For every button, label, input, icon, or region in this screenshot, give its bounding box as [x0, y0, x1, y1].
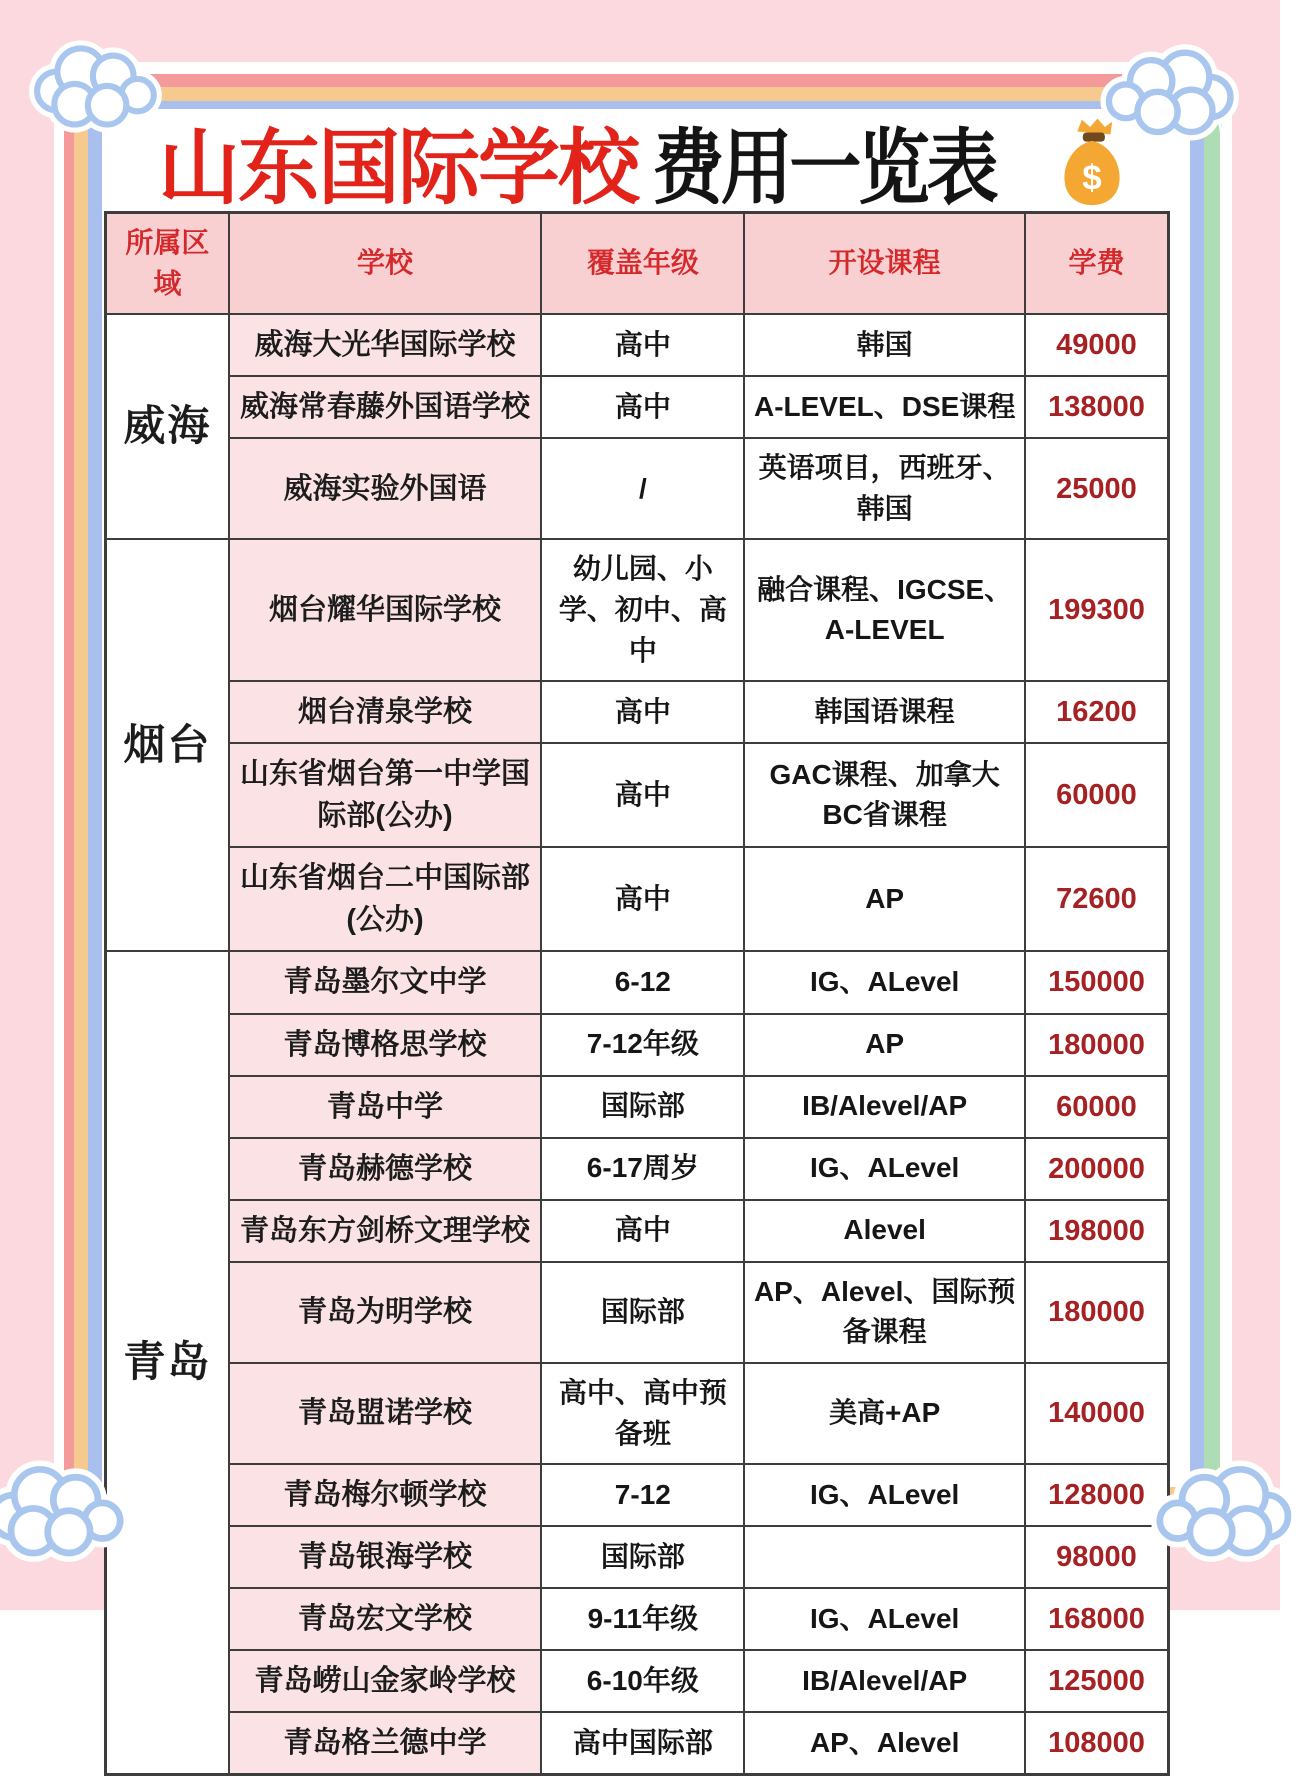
school-cell: 青岛格兰德中学 [229, 1712, 542, 1775]
grades-cell: 7-12年级 [541, 1014, 744, 1076]
table-row [106, 1712, 1169, 1775]
header-region: 所属区域 [106, 213, 229, 315]
school-cell: 威海常春藤外国语学校 [229, 376, 542, 438]
title-black-text: 费用一览表 [652, 122, 996, 214]
grades-cell: 国际部 [541, 1526, 744, 1588]
grades-cell: 国际部 [541, 1262, 744, 1363]
header-row [106, 213, 1169, 315]
courses-cell: IG、ALevel [744, 1138, 1025, 1200]
grades-cell: 高中、高中预备班 [541, 1363, 744, 1464]
school-cell: 青岛宏文学校 [229, 1588, 542, 1650]
fee-cell: 25000 [1025, 438, 1169, 539]
table-row [106, 681, 1169, 743]
table-row [106, 1076, 1169, 1138]
region-cell: 青岛 [106, 951, 229, 1774]
svg-text:$: $ [1082, 158, 1102, 198]
fee-cell: 180000 [1025, 1262, 1169, 1363]
courses-cell: 英语项目，西班牙、韩国 [744, 438, 1025, 539]
table-row [106, 1650, 1169, 1712]
fee-cell: 16200 [1025, 681, 1169, 743]
fee-cell: 108000 [1025, 1712, 1169, 1775]
fee-cell: 138000 [1025, 376, 1169, 438]
cloud-icon [1142, 1458, 1298, 1570]
grades-cell: / [541, 438, 744, 539]
grades-cell: 7-12 [541, 1464, 744, 1526]
fee-cell: 168000 [1025, 1588, 1169, 1650]
fees-table [104, 211, 1170, 1776]
school-cell: 烟台耀华国际学校 [229, 539, 542, 681]
table-row [106, 847, 1169, 951]
fee-cell: 180000 [1025, 1014, 1169, 1076]
school-cell: 山东省烟台二中国际部(公办) [229, 847, 542, 951]
grades-cell: 高中 [541, 681, 744, 743]
fee-cell: 199300 [1025, 539, 1169, 681]
grades-cell: 高中 [541, 376, 744, 438]
school-cell: 青岛银海学校 [229, 1526, 542, 1588]
courses-cell: IG、ALevel [744, 1464, 1025, 1526]
table-row [106, 1363, 1169, 1464]
table-row [106, 743, 1169, 847]
fee-cell: 150000 [1025, 951, 1169, 1013]
fee-cell: 49000 [1025, 314, 1169, 376]
header-fee: 学费 [1025, 213, 1169, 315]
table-row [106, 1014, 1169, 1076]
header-school: 学校 [229, 213, 542, 315]
school-cell: 青岛东方剑桥文理学校 [229, 1200, 542, 1262]
table-row [106, 1200, 1169, 1262]
courses-cell: 韩国语课程 [744, 681, 1025, 743]
content-card [102, 109, 1190, 1760]
courses-cell: AP、Alevel [744, 1712, 1025, 1775]
grades-cell: 国际部 [541, 1076, 744, 1138]
grades-cell: 6-10年级 [541, 1650, 744, 1712]
fee-cell: 140000 [1025, 1363, 1169, 1464]
school-cell: 青岛梅尔顿学校 [229, 1464, 542, 1526]
courses-cell: IB/Alevel/AP [744, 1650, 1025, 1712]
school-cell: 青岛赫德学校 [229, 1138, 542, 1200]
courses-cell: IB/Alevel/AP [744, 1076, 1025, 1138]
header-courses: 开设课程 [744, 213, 1025, 315]
grades-cell: 高中 [541, 314, 744, 376]
table-row [106, 438, 1169, 539]
fee-cell: 125000 [1025, 1650, 1169, 1712]
courses-cell: AP [744, 1014, 1025, 1076]
courses-cell: Alevel [744, 1200, 1025, 1262]
school-cell: 青岛盟诺学校 [229, 1363, 542, 1464]
school-cell: 青岛崂山金家岭学校 [229, 1650, 542, 1712]
school-cell: 青岛为明学校 [229, 1262, 542, 1363]
grades-cell: 高中国际部 [541, 1712, 744, 1775]
grades-cell: 高中 [541, 847, 744, 951]
courses-cell [744, 1526, 1025, 1588]
table-row [106, 1262, 1169, 1363]
school-cell: 威海大光华国际学校 [229, 314, 542, 376]
cloud-icon [0, 1458, 138, 1570]
table-row [106, 539, 1169, 681]
grades-cell: 6-12 [541, 951, 744, 1013]
table-row [106, 1138, 1169, 1200]
courses-cell: AP、Alevel、国际预备课程 [744, 1262, 1025, 1363]
school-cell: 青岛中学 [229, 1076, 542, 1138]
grades-cell: 9-11年级 [541, 1588, 744, 1650]
table-row [106, 1464, 1169, 1526]
school-cell: 青岛博格思学校 [229, 1014, 542, 1076]
courses-cell: A-LEVEL、DSE课程 [744, 376, 1025, 438]
courses-cell: IG、ALevel [744, 951, 1025, 1013]
courses-cell: 融合课程、IGCSE、A-LEVEL [744, 539, 1025, 681]
title-red-text: 山东国际学校 [157, 122, 638, 214]
courses-cell: GAC课程、加拿大BC省课程 [744, 743, 1025, 847]
cloud-icon [1092, 42, 1240, 148]
school-cell: 烟台清泉学校 [229, 681, 542, 743]
fee-cell: 60000 [1025, 743, 1169, 847]
grades-cell: 6-17周岁 [541, 1138, 744, 1200]
school-cell: 青岛墨尔文中学 [229, 951, 542, 1013]
fee-cell: 60000 [1025, 1076, 1169, 1138]
school-cell: 山东省烟台第一中学国际部(公办) [229, 743, 542, 847]
courses-cell: AP [744, 847, 1025, 951]
page-title [102, 111, 1190, 214]
table-row [106, 376, 1169, 438]
fee-cell: 72600 [1025, 847, 1169, 951]
courses-cell: 美高+AP [744, 1363, 1025, 1464]
fee-cell: 128000 [1025, 1464, 1169, 1526]
grades-cell: 幼儿园、小学、初中、高中 [541, 539, 744, 681]
courses-cell: IG、ALevel [744, 1588, 1025, 1650]
fees-table-body [106, 314, 1169, 1775]
school-cell: 威海实验外国语 [229, 438, 542, 539]
grades-cell: 高中 [541, 1200, 744, 1262]
table-row [106, 951, 1169, 1013]
grades-cell: 高中 [541, 743, 744, 847]
table-row [106, 1588, 1169, 1650]
region-cell: 烟台 [106, 539, 229, 951]
region-cell: 威海 [106, 314, 229, 539]
courses-cell: 韩国 [744, 314, 1025, 376]
cloud-icon [28, 38, 170, 140]
table-row [106, 1526, 1169, 1588]
header-grades: 覆盖年级 [541, 213, 744, 315]
fee-cell: 198000 [1025, 1200, 1169, 1262]
table-row [106, 314, 1169, 376]
fee-cell: 200000 [1025, 1138, 1169, 1200]
fee-cell: 98000 [1025, 1526, 1169, 1588]
